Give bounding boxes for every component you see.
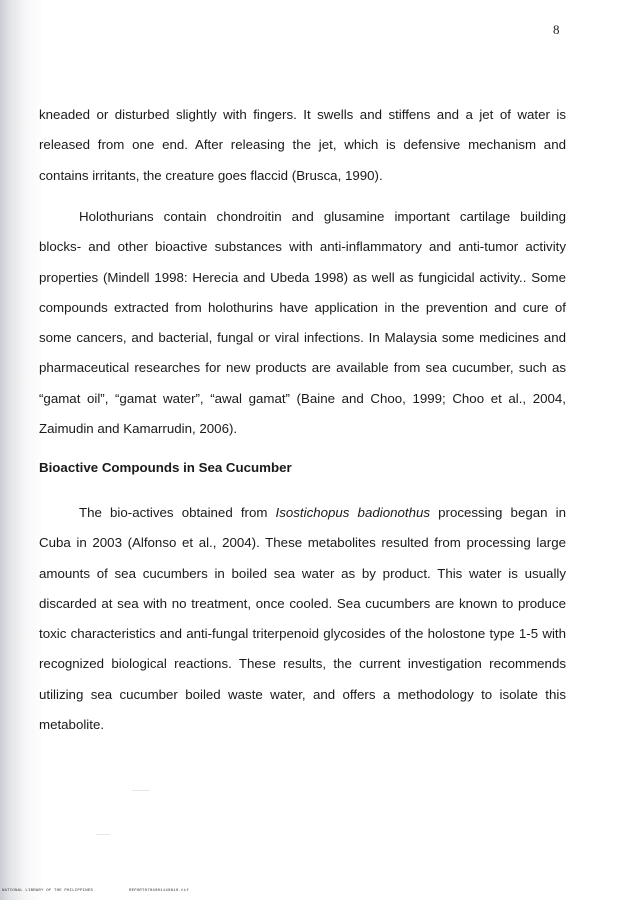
- paragraph-1: kneaded or disturbed slightly with fingers. It swells and stiffens and a jet of water is released from one end. After releasing the jet, which is defensive mechanism and contains irritants, the creature goes flaccid (Brusca, 1990).: [39, 107, 566, 183]
- scan-mark: [132, 790, 150, 791]
- scan-footer: [2, 889, 242, 893]
- paragraph-3-intro: The bio-actives obtained from: [79, 505, 276, 520]
- page-number: 8: [553, 22, 560, 37]
- species-name: Isostichopus badionothus: [275, 505, 431, 520]
- paragraph-2: Holothurians contain chondroitin and glusamine important cartilage building blocks- and other bioactive substances with anti-inflammatory and anti-tumor activity properties (Mindell 1998: Herecia and Ubeda 1998) as well as fungicidal activity.. Some compounds extracted from holothurins have application in the prevention and cure of some cancers, and bacterial, fungal or viral infections. In Malaysia some medicines and pharmaceutical researches for new products are available from sea cucumber, such as “gamat oil”, “gamat water”, “awal gamat” (Baine and Choo, 1999; Choo et al., 2004, Zaimudin and Kamarrudin, 2006).: [39, 209, 566, 437]
- footer-library: NATIONAL LIBRARY OF THE PHILIPPINES: [2, 889, 94, 893]
- section-heading: Bioactive Compounds in Sea Cucumber: [39, 460, 292, 475]
- paragraph-3-rest: processing began in Cuba in 2003 (Alfonso et al., 2004). These metabolites resulted from processing large amounts of sea cucumbers in boiled sea water as by product. This water is usually discarded at sea with no treatment, once cooled. Sea cucumbers are known to produce toxic characteristics and anti-fungal triterpenoid glycosides of the holostone type 1-5 with recognized biological reactions. These results, the current investigation recommends utilizing sea cucumber boiled waste water, and offers a methodology to isolate this metabolite.: [39, 505, 566, 733]
- footer-code: REPORT0704001140810.tif: [129, 889, 189, 893]
- scan-mark: [96, 834, 110, 835]
- paragraph-3: [39, 498, 566, 740]
